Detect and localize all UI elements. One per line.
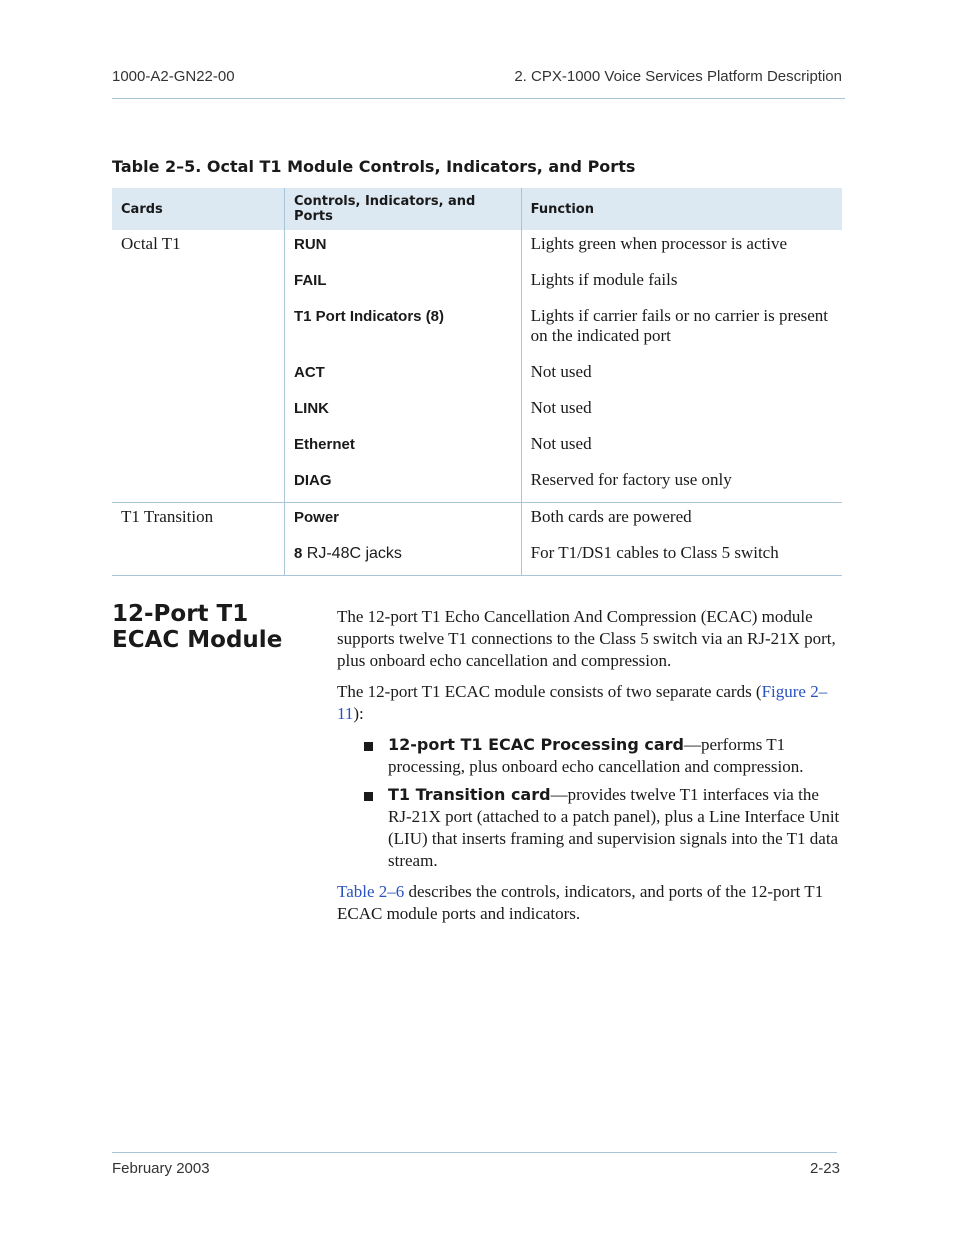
function-text: Lights if carrier fails or no carrier is present on the indicated port: [530, 306, 829, 345]
bullet-term: T1 Transition card: [388, 785, 551, 804]
control-name: DIAG: [285, 466, 522, 503]
control-name: T1 Port Indicators (8): [285, 302, 522, 358]
function-text: Reserved for factory use only: [521, 466, 842, 503]
paragraph-text: describes the controls, indicators, and ports of the 12-port T1 ECAC module ports and indicators.: [337, 882, 824, 923]
function-text: Not used: [530, 362, 592, 381]
function-text: For T1/DS1 cables to Class 5 switch: [521, 539, 842, 576]
jack-type: RJ-48C jacks: [302, 545, 402, 562]
table-title: Table 2–5. Octal T1 Module Controls, Indicators, and Ports: [112, 157, 636, 176]
list-item: [337, 734, 842, 778]
list-item: [337, 784, 842, 872]
paragraph-text: The 12-port T1 ECAC module consists of two separate cards (: [337, 682, 762, 701]
header-chapter: 2. CPX-1000 Voice Services Platform Description: [514, 68, 842, 85]
table-row: [112, 503, 842, 540]
control-name: FAIL: [285, 266, 522, 302]
jack-count: 8: [294, 545, 303, 562]
column-header-controls: Controls, Indicators, and Ports: [285, 188, 522, 230]
page-number: 2-23: [809, 1160, 840, 1177]
bullet-term: 12-port T1 ECAC Processing card: [388, 735, 684, 754]
control-name: Ethernet: [285, 430, 522, 466]
footer-date: February 2003: [112, 1160, 210, 1177]
section-heading: 12-Port T1 ECAC Module: [112, 601, 283, 653]
function-text: Not used: [530, 398, 592, 417]
column-header-function: Function: [521, 188, 842, 230]
header-doc-number: 1000-A2-GN22-00: [112, 68, 235, 85]
header-rule: [112, 98, 845, 99]
control-name: ACT: [285, 358, 522, 394]
bullet-square-icon: [364, 742, 373, 751]
paragraph: The 12-port T1 Echo Cancellation And Compression (ECAC) module supports twelve T1 connections to the Class 5 switch via an RJ-21X port, plus onboard echo cancellation and compression.: [337, 607, 836, 670]
function-text: Not used: [530, 434, 592, 453]
table-header-row: [112, 188, 842, 230]
bullet-text: —performs T1 processing, plus onboard echo cancellation and compression.: [388, 735, 804, 776]
card-name: T1 Transition: [112, 503, 285, 576]
function-text: Lights green when processor is active: [530, 234, 787, 253]
card-name: Octal T1: [112, 230, 285, 503]
bullet-text: —provides twelve T1 interfaces via the RJ-21X port (attached to a patch panel), plus a Line Interface Unit (LIU) that inserts framing and supervision signals into the T1 data stream.: [388, 785, 840, 870]
bullet-list: [337, 734, 842, 872]
column-header-cards: Cards: [112, 188, 285, 230]
control-name: Power: [285, 503, 522, 540]
control-name: RUN: [285, 230, 522, 266]
control-name: [285, 539, 522, 576]
figure-link[interactable]: Figure 2–11: [337, 682, 828, 723]
paragraph: [337, 881, 842, 925]
control-name: LINK: [285, 394, 522, 430]
function-text: Lights if module fails: [530, 270, 678, 289]
footer-rule: [112, 1152, 837, 1153]
controls-table: [112, 188, 842, 576]
table-link[interactable]: Table 2–6: [337, 882, 405, 901]
paragraph: [337, 681, 842, 725]
table-row: [112, 230, 842, 266]
function-text: Both cards are powered: [530, 507, 692, 526]
paragraph-text: ):: [353, 704, 364, 723]
bullet-square-icon: [364, 792, 373, 801]
section-body: [337, 606, 842, 934]
